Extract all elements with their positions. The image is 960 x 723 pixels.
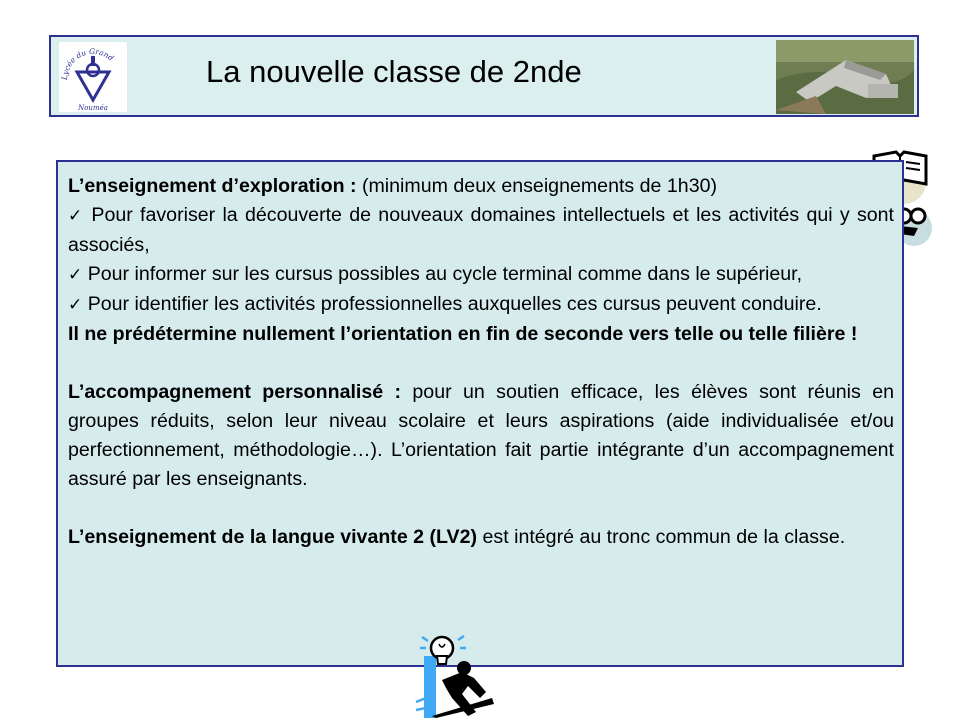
bullet-text: Pour identifier les activités professionnelles auxquelles ces cursus peuvent conduire. [82, 293, 822, 315]
spacer [68, 349, 894, 378]
list-item [68, 201, 894, 260]
exploration-emphasis: Il ne prédétermine nullement l’orientation en fin de seconde vers telle ou telle filière ! [68, 323, 858, 345]
check-icon: ✓ [68, 206, 85, 226]
bullet-text: Pour favoriser la découverte de nouveaux domaines intellectuels et les activités qui y sont associés, [68, 204, 894, 256]
exploration-heading: L’enseignement d’exploration : [68, 175, 357, 197]
check-icon: ✓ [68, 295, 83, 315]
exploration-note: (minimum deux enseignements de 1h30) [356, 175, 718, 197]
bullet-text: Pour informer sur les cursus possibles au cycle terminal comme dans le supérieur, [82, 263, 803, 285]
page-title: La nouvelle classe de 2nde [206, 54, 582, 89]
content-panel [56, 160, 904, 667]
accompagnement-section [68, 378, 894, 494]
slide-header [49, 35, 919, 117]
spacer [68, 494, 894, 523]
langue-heading: L’enseignement de la langue vivante 2 (LV2) [68, 526, 478, 548]
check-icon: ✓ [68, 265, 83, 285]
list-item [68, 290, 894, 320]
list-item [68, 260, 894, 290]
campus-photo [776, 40, 914, 114]
logo-text-top: Lycée du Grand [59, 46, 116, 81]
logo-text-bottom: Nouméa [78, 104, 108, 112]
school-logo-icon [59, 42, 127, 112]
accompagnement-text: pour un soutien efficace, les élèves sont réunis en groupes réduits, selon leur niveau scolaire et leurs aspirations (aide individualisée et/ou perfectionnement, méthodologie…). L’orientation fait partie intégrante d’un accompagnement assuré par les enseignants. [68, 381, 894, 490]
langue-section [68, 523, 894, 552]
accompagnement-heading: L’accompagnement personnalisé : [68, 381, 402, 403]
langue-text: est intégré au tronc commun de la classe. [477, 526, 846, 548]
lightbulb-climber-icon [402, 628, 502, 723]
exploration-section [68, 172, 894, 201]
